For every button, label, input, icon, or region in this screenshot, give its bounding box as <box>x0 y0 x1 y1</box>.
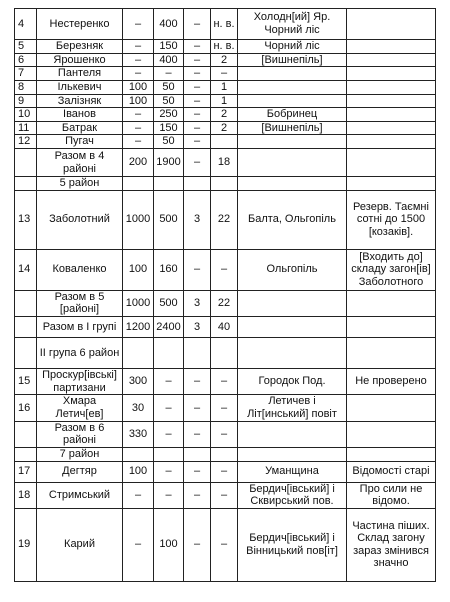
cavalry-count: – <box>123 9 154 40</box>
guns-count: – <box>184 395 211 421</box>
guns-count: – <box>184 421 211 447</box>
machine-guns-count: – <box>211 461 238 482</box>
table-row <box>15 249 436 290</box>
remarks <box>347 40 436 54</box>
remarks <box>347 290 436 316</box>
location <box>238 317 347 338</box>
row-number <box>15 447 37 461</box>
row-number: 13 <box>15 190 37 249</box>
infantry-count: – <box>154 421 184 447</box>
machine-guns-count: – <box>211 67 238 81</box>
machine-guns-count: – <box>211 249 238 290</box>
empty-cell <box>123 177 154 191</box>
row-number <box>15 317 37 338</box>
location <box>238 290 347 316</box>
infantry-count: – <box>154 482 184 508</box>
guns-count: 3 <box>184 190 211 249</box>
remarks <box>347 9 436 40</box>
cavalry-count: 1000 <box>123 190 154 249</box>
location: Балта, Ольгопіль <box>238 190 347 249</box>
row-number: 15 <box>15 369 37 395</box>
row-number: 9 <box>15 94 37 108</box>
empty-cell <box>211 447 238 461</box>
remarks <box>347 317 436 338</box>
cavalry-count: 100 <box>123 80 154 94</box>
guns-count: – <box>184 149 211 177</box>
infantry-count: 500 <box>154 290 184 316</box>
guns-count: – <box>184 369 211 395</box>
section-heading: ІІ група 6 район <box>37 338 123 369</box>
cavalry-count: 100 <box>123 249 154 290</box>
machine-guns-count: 40 <box>211 317 238 338</box>
guns-count: – <box>184 121 211 135</box>
infantry-count: 100 <box>154 508 184 581</box>
guns-count: – <box>184 135 211 149</box>
cavalry-count: 1200 <box>123 317 154 338</box>
detachment-name: Пугач <box>37 135 123 149</box>
guns-count: – <box>184 53 211 67</box>
table-row <box>15 149 436 177</box>
location: Ольгопіль <box>238 249 347 290</box>
infantry-count: 400 <box>154 9 184 40</box>
location: Бердич[івський] і Сквирський пов. <box>238 482 347 508</box>
row-number: 8 <box>15 80 37 94</box>
location: Бердич[івський] і Вінницький пов[іт] <box>238 508 347 581</box>
location: Чорний ліс <box>238 40 347 54</box>
detachment-name: Іванов <box>37 108 123 122</box>
detachment-name: Залізняк <box>37 94 123 108</box>
remarks <box>347 121 436 135</box>
empty-cell <box>347 447 436 461</box>
infantry-count: 2400 <box>154 317 184 338</box>
row-number <box>15 290 37 316</box>
cavalry-count: – <box>123 121 154 135</box>
table-row <box>15 80 436 94</box>
guns-count: – <box>184 9 211 40</box>
location: [Вишнепіль] <box>238 53 347 67</box>
table-row <box>15 53 436 67</box>
location <box>238 135 347 149</box>
table-row <box>15 482 436 508</box>
machine-guns-count: 18 <box>211 149 238 177</box>
row-number: 10 <box>15 108 37 122</box>
table-row <box>15 461 436 482</box>
guns-count: – <box>184 80 211 94</box>
machine-guns-count: – <box>211 421 238 447</box>
guns-count: – <box>184 249 211 290</box>
row-number: 19 <box>15 508 37 581</box>
table-row <box>15 190 436 249</box>
detachment-name: Разом в 4 районі <box>37 149 123 177</box>
row-number: 18 <box>15 482 37 508</box>
detachment-name: Ількевич <box>37 80 123 94</box>
cavalry-count: – <box>123 53 154 67</box>
detachment-name: Дегтяр <box>37 461 123 482</box>
table-row <box>15 395 436 421</box>
infantry-count: – <box>154 395 184 421</box>
row-number: 7 <box>15 67 37 81</box>
section-heading: 5 район <box>37 177 123 191</box>
remarks: Про сили не відомо. <box>347 482 436 508</box>
cavalry-count: – <box>123 135 154 149</box>
empty-cell <box>211 338 238 369</box>
empty-cell <box>123 447 154 461</box>
location: Бобринец <box>238 108 347 122</box>
detachment-name: Ярошенко <box>37 53 123 67</box>
table-row <box>15 421 436 447</box>
empty-cell <box>184 177 211 191</box>
remarks <box>347 421 436 447</box>
location <box>238 421 347 447</box>
machine-guns-count: н. в. <box>211 9 238 40</box>
remarks <box>347 80 436 94</box>
infantry-count: 160 <box>154 249 184 290</box>
guns-count: – <box>184 67 211 81</box>
remarks <box>347 108 436 122</box>
remarks <box>347 135 436 149</box>
infantry-count: 50 <box>154 80 184 94</box>
guns-count: – <box>184 508 211 581</box>
empty-cell <box>347 177 436 191</box>
infantry-count: 150 <box>154 40 184 54</box>
guns-count: 3 <box>184 317 211 338</box>
empty-cell <box>154 338 184 369</box>
remarks: Частина піших. Склад загону зараз змінився значно <box>347 508 436 581</box>
detachment-name: Разом в І групі <box>37 317 123 338</box>
infantry-count: – <box>154 369 184 395</box>
row-number <box>15 149 37 177</box>
location: Городок Под. <box>238 369 347 395</box>
table-row <box>15 40 436 54</box>
empty-cell <box>184 338 211 369</box>
detachments-table <box>14 8 436 582</box>
row-number <box>15 421 37 447</box>
table-row <box>15 369 436 395</box>
detachment-name: Пантеля <box>37 67 123 81</box>
infantry-count: 50 <box>154 135 184 149</box>
empty-cell <box>211 177 238 191</box>
section-row <box>15 338 436 369</box>
empty-cell <box>238 447 347 461</box>
section-row <box>15 447 436 461</box>
detachment-name: Заболотний <box>37 190 123 249</box>
location: Уманщина <box>238 461 347 482</box>
row-number: 12 <box>15 135 37 149</box>
table-row <box>15 9 436 40</box>
row-number: 4 <box>15 9 37 40</box>
empty-cell <box>347 338 436 369</box>
cavalry-count: – <box>123 508 154 581</box>
detachment-name: Разом в 5 [районі] <box>37 290 123 316</box>
infantry-count: 500 <box>154 190 184 249</box>
table-row <box>15 135 436 149</box>
cavalry-count: 200 <box>123 149 154 177</box>
detachment-name: Хмара Летич[ев] <box>37 395 123 421</box>
detachment-name: Проскур[івські] партизани <box>37 369 123 395</box>
detachment-name: Березняк <box>37 40 123 54</box>
location: Летичев і Літ[инський] повіт <box>238 395 347 421</box>
infantry-count: 1900 <box>154 149 184 177</box>
guns-count: – <box>184 108 211 122</box>
cavalry-count: 100 <box>123 94 154 108</box>
location <box>238 94 347 108</box>
table-row <box>15 94 436 108</box>
row-number: 11 <box>15 121 37 135</box>
detachment-name: Карий <box>37 508 123 581</box>
row-number: 6 <box>15 53 37 67</box>
machine-guns-count: 1 <box>211 94 238 108</box>
table-row <box>15 67 436 81</box>
detachment-name: Стримський <box>37 482 123 508</box>
machine-guns-count: – <box>211 508 238 581</box>
machine-guns-count: 1 <box>211 80 238 94</box>
row-number: 14 <box>15 249 37 290</box>
machine-guns-count: – <box>211 369 238 395</box>
guns-count: – <box>184 482 211 508</box>
section-heading: 7 район <box>37 447 123 461</box>
cavalry-count: 300 <box>123 369 154 395</box>
empty-cell <box>238 177 347 191</box>
machine-guns-count: 2 <box>211 121 238 135</box>
cavalry-count: 1000 <box>123 290 154 316</box>
infantry-count: 250 <box>154 108 184 122</box>
row-number <box>15 338 37 369</box>
remarks <box>347 67 436 81</box>
infantry-count: 50 <box>154 94 184 108</box>
table-row <box>15 121 436 135</box>
machine-guns-count <box>211 135 238 149</box>
machine-guns-count: 2 <box>211 53 238 67</box>
remarks <box>347 94 436 108</box>
cavalry-count: 330 <box>123 421 154 447</box>
guns-count: – <box>184 94 211 108</box>
infantry-count: 150 <box>154 121 184 135</box>
remarks: Резерв. Таємні сотні до 1500 [козаків]. <box>347 190 436 249</box>
location: [Вишнепіль] <box>238 121 347 135</box>
cavalry-count: 100 <box>123 461 154 482</box>
row-number: 17 <box>15 461 37 482</box>
cavalry-count: 30 <box>123 395 154 421</box>
remarks: Відомості старі <box>347 461 436 482</box>
empty-cell <box>154 177 184 191</box>
table-row <box>15 108 436 122</box>
remarks <box>347 395 436 421</box>
remarks: [Входить до] складу загон[ів] Заболотного <box>347 249 436 290</box>
remarks: Не проверено <box>347 369 436 395</box>
table-row <box>15 508 436 581</box>
machine-guns-count: 22 <box>211 190 238 249</box>
detachment-name: Батрак <box>37 121 123 135</box>
infantry-count: 400 <box>154 53 184 67</box>
cavalry-count: – <box>123 40 154 54</box>
location <box>238 67 347 81</box>
empty-cell <box>123 338 154 369</box>
cavalry-count: – <box>123 482 154 508</box>
empty-cell <box>154 447 184 461</box>
cavalry-count: – <box>123 67 154 81</box>
remarks <box>347 149 436 177</box>
table-row <box>15 317 436 338</box>
machine-guns-count: 2 <box>211 108 238 122</box>
section-row <box>15 177 436 191</box>
machine-guns-count: – <box>211 482 238 508</box>
document-page <box>14 8 435 582</box>
empty-cell <box>184 447 211 461</box>
infantry-count: – <box>154 67 184 81</box>
guns-count: – <box>184 40 211 54</box>
detachment-name: Разом в 6 районі <box>37 421 123 447</box>
guns-count: 3 <box>184 290 211 316</box>
location <box>238 149 347 177</box>
table-body <box>15 9 436 582</box>
detachment-name: Коваленко <box>37 249 123 290</box>
row-number: 16 <box>15 395 37 421</box>
machine-guns-count: 22 <box>211 290 238 316</box>
location: Холодн[ий] Яр. Чорний ліс <box>238 9 347 40</box>
table-row <box>15 290 436 316</box>
guns-count: – <box>184 461 211 482</box>
machine-guns-count: н. в. <box>211 40 238 54</box>
remarks <box>347 53 436 67</box>
row-number: 5 <box>15 40 37 54</box>
empty-cell <box>238 338 347 369</box>
row-number <box>15 177 37 191</box>
detachment-name: Нестеренко <box>37 9 123 40</box>
infantry-count: – <box>154 461 184 482</box>
cavalry-count: – <box>123 108 154 122</box>
location <box>238 80 347 94</box>
machine-guns-count: – <box>211 395 238 421</box>
